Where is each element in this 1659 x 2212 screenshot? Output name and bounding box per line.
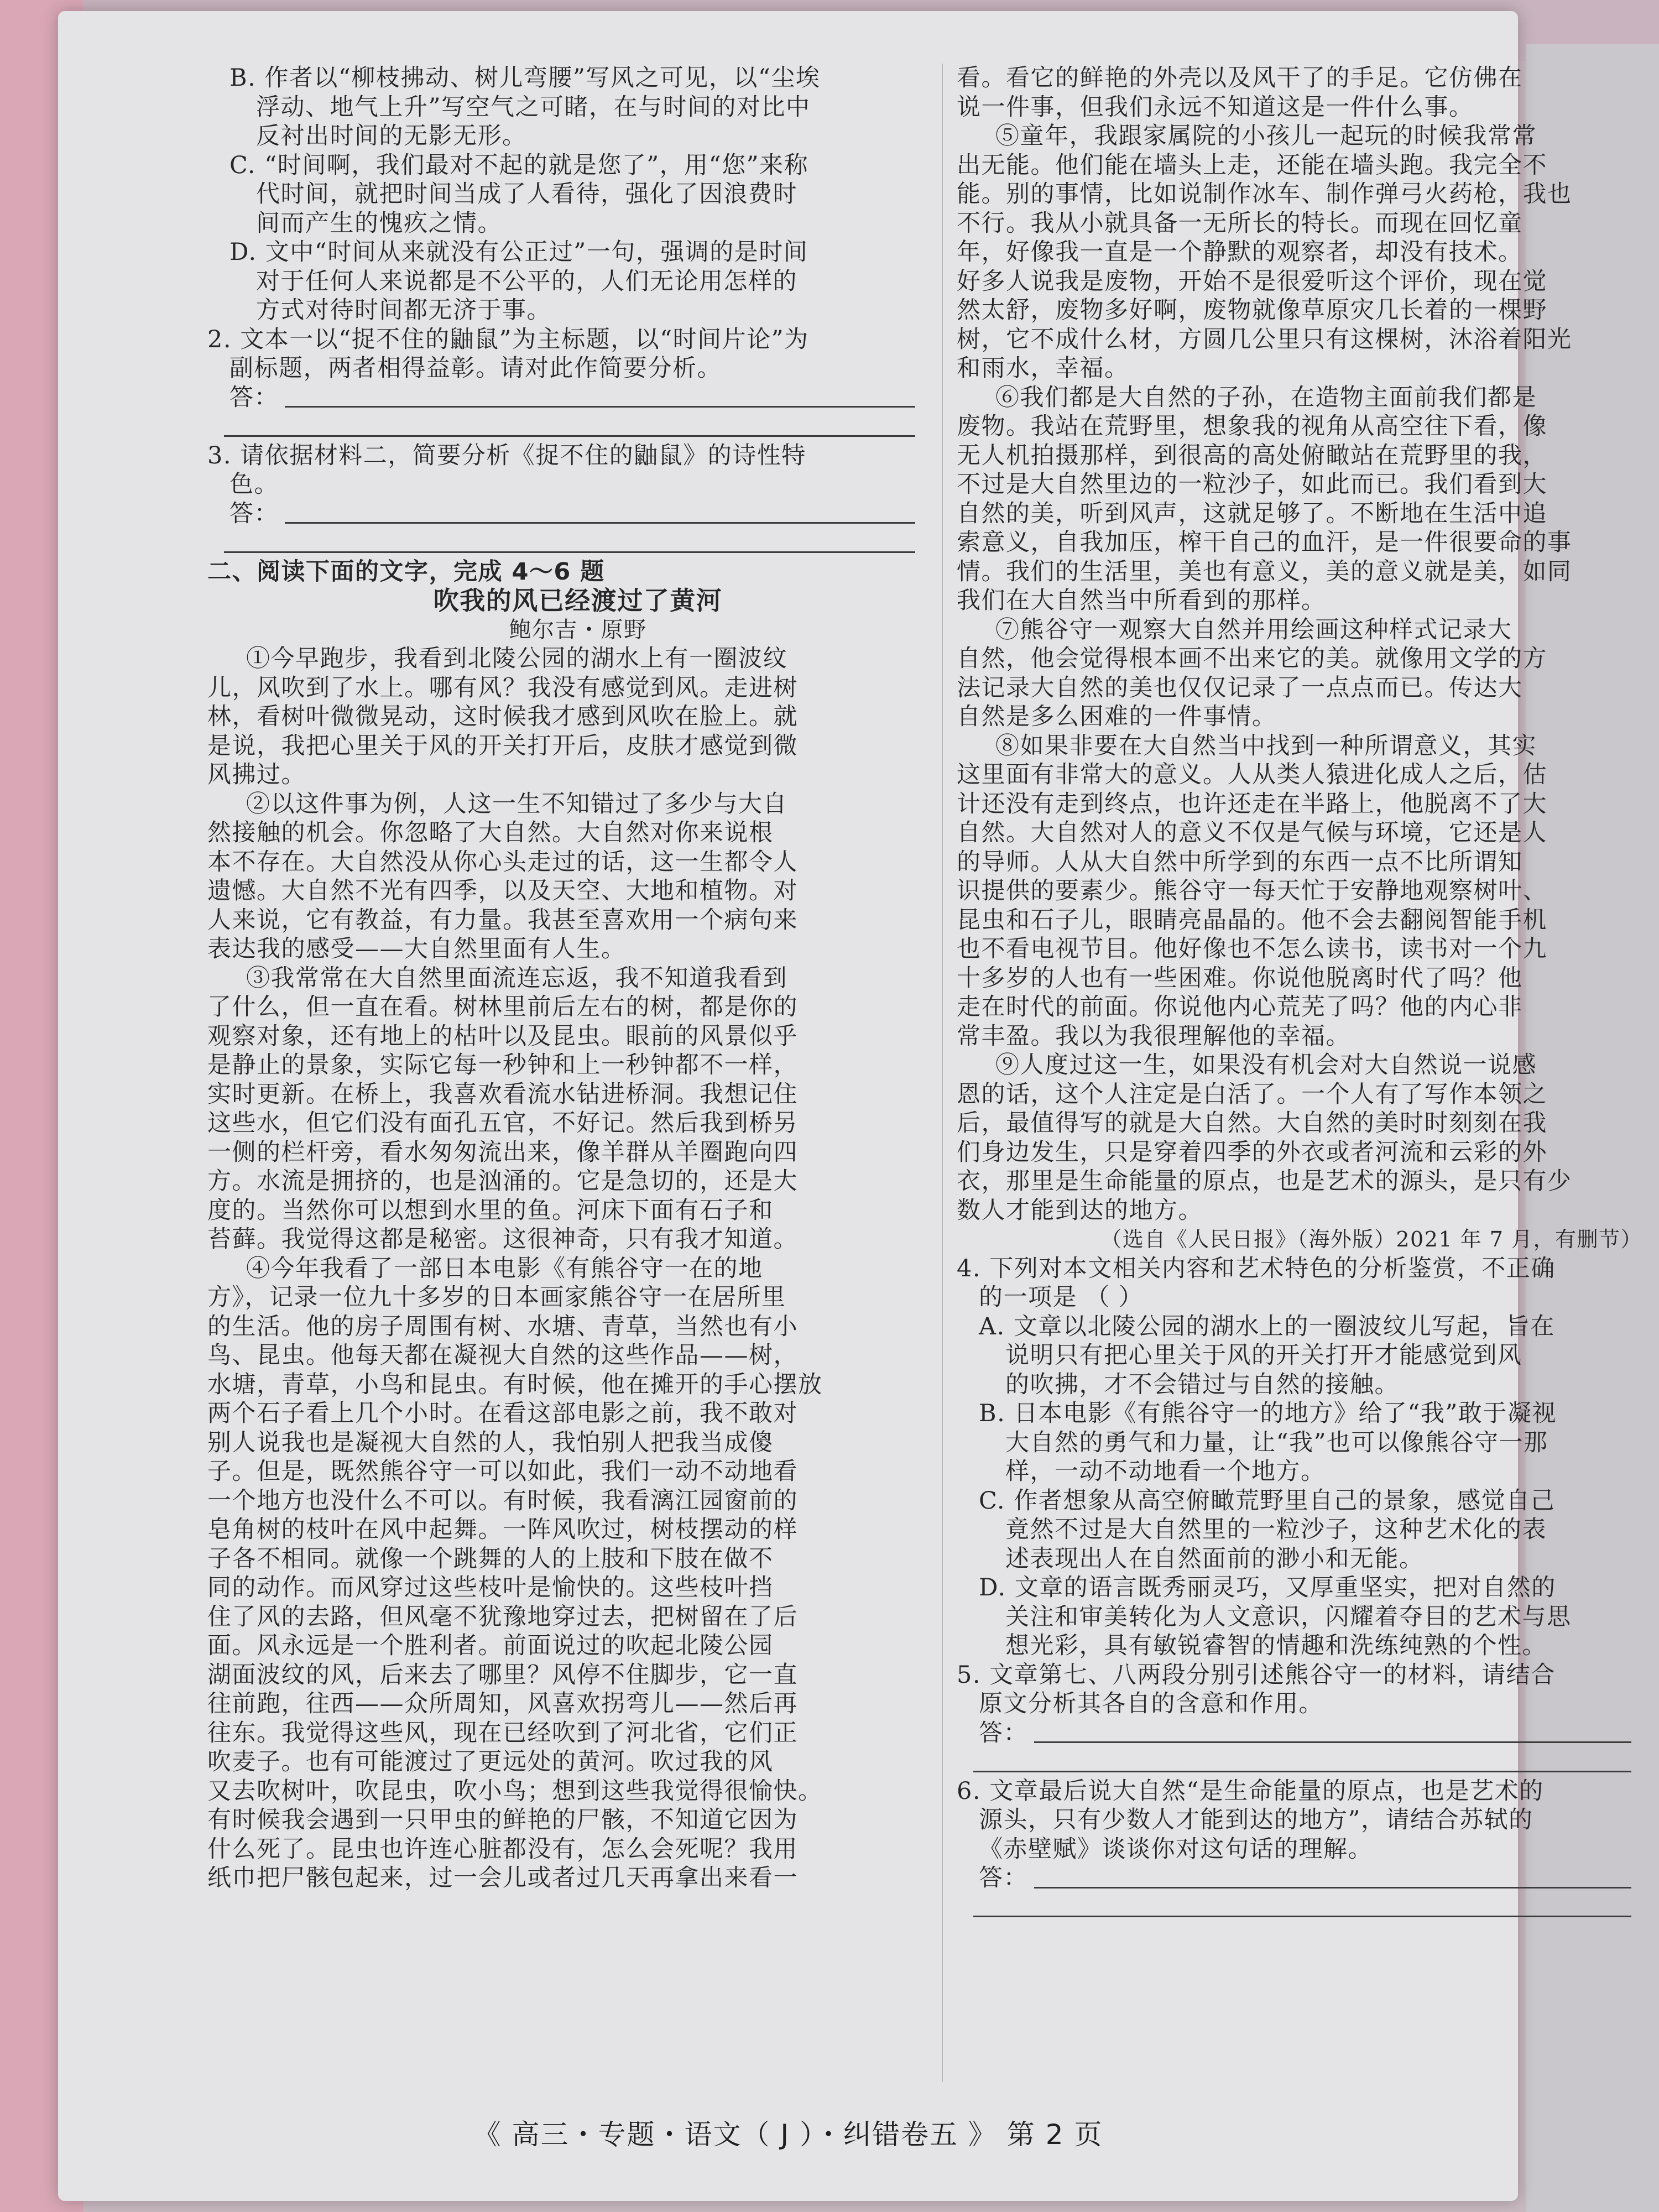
text-line: 常丰盈。我以为我很理解他的幸福。 [957, 1022, 1350, 1050]
text-line: 看。看它的鲜艳的外壳以及风干了的手足。它仿佛在 [957, 64, 1523, 92]
text-line: 昆虫和石子儿，眼睛亮晶晶的。他不会去翻阅智能手机 [957, 906, 1547, 934]
text-line: 自然的美，听到风声，这就足够了。不断地在生活中追 [957, 499, 1547, 528]
text-line: A. 文章以北陵公园的湖水上的一圈波纹儿写起，旨在 [979, 1312, 1555, 1340]
text-line: 自然。大自然对人的意义不仅是气候与环境，它还是人 [957, 819, 1547, 847]
text-line: B. 作者以“柳枝拂动、树儿弯腰”写风之可见，以“尘埃 [229, 64, 821, 92]
text-line: 水塘，青草，小鸟和昆虫。有时候，他在摊开的手心摆放 [207, 1370, 823, 1399]
text-line: 吹我的风已经渡过了黄河 [433, 586, 723, 615]
text-line: 副标题，两者相得益彰。请对此作简要分析。 [229, 354, 722, 382]
answer-line[interactable] [1034, 1741, 1631, 1743]
text-line [207, 383, 948, 413]
text-line: 竟然不过是大自然里的一粒沙子，这种艺术化的表 [1005, 1516, 1547, 1543]
text-line: 我们在大自然当中所看到的那样。 [957, 587, 1326, 614]
exam-paper [58, 11, 1642, 2201]
text-line: 能。别的事情，比如说制作冰车、制作弹弓火药枪，我也 [957, 180, 1572, 208]
text-line: 后，最值得写的就是大自然。大自然的美时时刻刻在我 [957, 1109, 1547, 1137]
text-line: 对于任何人来说都是不公平的，人们无论用怎样的 [256, 267, 797, 295]
text-line: 鸟、昆虫。他每天都在凝视大自然的这些作品——树， [207, 1342, 798, 1369]
text-line: 风拂过。 [207, 761, 306, 789]
text-line: 衣，那里是生命能量的原点，也是艺术的源头，是只有少 [957, 1167, 1572, 1195]
text-line: 关注和审美转化为人文意识，闪耀着夺目的艺术与思 [1005, 1603, 1572, 1631]
text-line: 住了风的去路，但风毫不犹豫地穿过去，把树留在了后 [207, 1603, 798, 1631]
text-line: 代时间，就把时间当成了人看待，强化了因浪费时 [256, 180, 797, 208]
answer-label: 答： [229, 383, 279, 411]
right-column [957, 64, 1642, 1922]
text-line: 本不存在。大自然没从你心头走过的话，这一生都令人 [207, 848, 798, 876]
text-line: 苔藓。我觉得这都是秘密。这很神奇，只有我才知道。 [207, 1225, 798, 1253]
text-line: 色。 [229, 471, 279, 498]
text-line: 大自然的勇气和力量，让“我”也可以像熊谷守一那 [1005, 1428, 1548, 1457]
text-line: 说一件事，但我们永远不知道这是一件什么事。 [957, 93, 1474, 121]
text-line: 度的。当然你可以想到水里的鱼。河床下面有石子和 [207, 1196, 774, 1224]
text-line: 的生活。他的房子周围有树、水塘、青草，当然也有小 [207, 1312, 798, 1340]
text-line: 好多人说我是废物，开始不是很爱听这个评价，现在觉 [957, 267, 1547, 295]
text-line: 吹麦子。也有可能渡过了更远处的黄河。吹过我的风 [207, 1748, 774, 1776]
text-line: 和雨水，幸福。 [957, 354, 1129, 382]
answer-label: 答： [229, 499, 279, 528]
answer-line[interactable] [224, 551, 915, 553]
text-line: 的吹拂，才不会错过与自然的接触。 [1005, 1370, 1399, 1399]
text-line: 树，它不成什么材，方圆几公里只有这棵树，沐浴着阳光 [957, 325, 1572, 353]
text-line: ②以这件事为例，人这一生不知错过了多少与大自 [246, 790, 787, 818]
text-line: 们身边发生，只是穿着四季的外衣或者河流和云彩的外 [957, 1138, 1547, 1166]
text-line: 说明只有把心里关于风的开关打开才能感觉到风 [1005, 1342, 1522, 1369]
left-column [207, 64, 948, 1893]
text-line: 二、阅读下面的文字，完成 4～6 题 [207, 557, 605, 586]
text-line: 自然是多么困难的一件事情。 [957, 703, 1277, 731]
text-line: 实时更新。在桥上，我喜欢看流水钻进桥洞。我想记住 [207, 1080, 798, 1108]
text-line [207, 528, 948, 557]
text-line: 6. 文章最后说大自然“是生命能量的原点，也是艺术的 [957, 1777, 1544, 1805]
text-line: 废物。我站在荒野里，想象我的视角从高空往下看，像 [957, 413, 1547, 440]
text-line: 一侧的栏杆旁，看水匆匆流出来，像羊群从羊圈跑向四 [207, 1138, 798, 1166]
text-line: 索意义，自我加压，榨干自己的血汗，是一件很要命的事 [957, 529, 1572, 556]
text-line: 往东。我觉得这些风，现在已经吹到了河北省，它们正 [207, 1719, 798, 1747]
text-line: 往前跑，往西——众所周知，风喜欢拐弯儿——然后再 [207, 1690, 798, 1718]
text-line: 走在时代的前面。你说他内心荒芜了吗？他的内心非 [957, 993, 1523, 1021]
answer-line[interactable] [285, 522, 915, 524]
text-line: 方。水流是拥挤的，也是汹涌的。它是急切的，还是大 [207, 1167, 798, 1195]
text-line: 源头，只有少数人才能到达的地方”，请结合苏轼的 [979, 1806, 1533, 1834]
text-line: 这里面有非常大的意义。人从类人猿进化成人之后，估 [957, 761, 1547, 789]
text-line: B. 日本电影《有熊谷守一的地方》给了“我”敢于凝视 [979, 1400, 1557, 1427]
text-line: ③我常常在大自然里面流连忘返，我不知道我看到 [246, 964, 787, 992]
text-line: 原文分析其各自的含意和作用。 [979, 1690, 1323, 1718]
text-line: 反衬出时间的无影无形。 [256, 122, 527, 150]
text-line: 3. 请依据材料二，简要分析《捉不住的鼬鼠》的诗性特 [207, 441, 806, 469]
text-line: ⑨人度过这一生，如果没有机会对大自然说一说感 [995, 1051, 1537, 1079]
text-line: 是说，我把心里关于风的开关打开后，皮肤才感觉到微 [207, 732, 798, 760]
answer-line[interactable] [1034, 1887, 1631, 1888]
text-line: 述表现出人在自然面前的渺小和无能。 [1005, 1545, 1424, 1573]
text-line: 然接触的机会。你忽略了大自然。大自然对你来说根 [207, 819, 774, 847]
answer-line[interactable] [973, 1916, 1631, 1917]
text-line [957, 1864, 1642, 1893]
text-line: 然太舒，废物多好啊，废物就像草原灾几长着的一棵野 [957, 296, 1547, 324]
text-line: 又去吹树叶，吹昆虫，吹小鸟；想到这些我觉得很愉快。 [207, 1777, 823, 1805]
text-line: 别人说我也是凝视大自然的人，我怕别人把我当成傻 [207, 1428, 774, 1457]
text-line: 表达我的感受——大自然里面有人生。 [207, 935, 626, 963]
text-line: 出无能。他们能在墙头上走，还能在墙头跑。我完全不 [957, 151, 1547, 179]
text-line [957, 1719, 1642, 1748]
text-line: 湖面波纹的风，后来去了哪里？风停不住脚步，它一直 [207, 1661, 798, 1689]
text-line: 的一项是 （ ） [979, 1284, 1144, 1311]
text-line: 法记录大自然的美也仅仅记录了一点点而已。传达大 [957, 674, 1523, 702]
text-line: 计还没有走到终点，也许还走在半路上，他脱离不了大 [957, 790, 1547, 818]
text-line: 观察对象，还有地上的枯叶以及昆虫。眼前的风景似乎 [207, 1022, 798, 1050]
text-line: 十多岁的人也有一些困难。你说他脱离时代了吗？他 [957, 964, 1523, 992]
text-line: 儿，风吹到了水上。哪有风？我没有感觉到风。走进树 [207, 674, 798, 702]
text-line [957, 1893, 1642, 1922]
text-line: ⑧如果非要在大自然当中找到一种所谓意义，其实 [995, 732, 1537, 760]
text-line: 自然，他会觉得根本画不出来它的美。就像用文学的方 [957, 645, 1547, 672]
text-line: 面。风永远是一个胜利者。前面说过的吹起北陵公园 [207, 1632, 774, 1660]
text-line: 间而产生的愧疚之情。 [256, 209, 502, 237]
text-line: 无人机拍摄那样，到很高的高处俯瞰站在荒野里的我， [957, 441, 1547, 469]
text-line: 皂角树的枝叶在风中起舞。一阵风吹过，树枝摆动的样 [207, 1516, 798, 1543]
page-footer: 《 高三・专题・语文（ J ）・纠错卷五 》 第 2 页 [473, 2119, 1103, 2151]
text-line: 方》，记录一位九十多岁的日本画家熊谷守一在居所里 [207, 1284, 786, 1311]
text-line: 年，好像我一直是一个静默的观察者，却没有技术。 [957, 238, 1523, 266]
text-line: 子。但是，既然熊谷守一可以如此，我们一动不动地看 [207, 1458, 798, 1485]
text-line: （选自《人民日报》（海外版）2021 年 7 月，有删节） [1100, 1227, 1642, 1251]
text-line: 什么死了。昆虫也许连心脏都没有，怎么会死呢？我用 [207, 1835, 798, 1863]
text-line: 样，一动不动地看一个地方。 [1005, 1458, 1326, 1485]
text-line: 鲍尔吉・原野 [509, 617, 647, 643]
text-line: 也不看电视节目。他好像也不怎么读书，读书对一个九 [957, 935, 1547, 963]
text-line: 不过是大自然里边的一粒沙子，如此而已。我们看到大 [957, 471, 1547, 498]
answer-line[interactable] [224, 435, 915, 437]
text-line: ④今年我看了一部日本电影《有熊谷守一在的地 [246, 1254, 763, 1282]
text-line: D. 文中“时间从来就没有公正过”一句，强调的是时间 [229, 238, 808, 266]
text-line: 两个石子看上几个小时。在看这部电影之前，我不敢对 [207, 1400, 798, 1427]
text-line: D. 文章的语言既秀丽灵巧，又厚重坚实，把对自然的 [979, 1574, 1556, 1601]
text-line: C. “时间啊，我们最对不起的就是您了”，用“您”来称 [229, 151, 809, 179]
text-line: ①今早跑步，我看到北陵公园的湖水上有一圈波纹 [246, 645, 787, 672]
text-line: C. 作者想象从高空俯瞰荒野里自己的景象，感觉自己 [979, 1486, 1556, 1515]
text-line: 有时候我会遇到一只甲虫的鲜艳的尸骸，不知道它因为 [207, 1806, 798, 1834]
text-line: ⑤童年，我跟家属院的小孩儿一起玩的时候我常常 [995, 122, 1537, 150]
text-line: ⑥我们都是大自然的子孙，在造物主面前我们都是 [995, 383, 1537, 411]
text-line [207, 412, 948, 441]
text-line: 子各不相同。就像一个跳舞的人的上肢和下肢在做不 [207, 1545, 774, 1573]
text-line: 2. 文本一以“捉不住的鼬鼠”为主标题，以“时间片论”为 [207, 325, 809, 353]
text-line: 方式对待时间都无济于事。 [256, 296, 551, 324]
text-line: 了什么，但一直在看。树林里前后左右的树，都是你的 [207, 993, 798, 1021]
text-line: 恩的话，这个人注定是白活了。一个人有了写作本领之 [957, 1080, 1547, 1108]
text-line: 林，看树叶微微晃动，这时候我才感到风吹在脸上。就 [207, 703, 798, 731]
text-line: 遗憾。大自然不光有四季，以及天空、大地和植物。对 [207, 877, 798, 905]
text-line: 数人才能到达的地方。 [957, 1196, 1203, 1224]
text-line: 人来说，它有教益，有力量。我甚至喜欢用一个病句来 [207, 906, 798, 934]
answer-label: 答： [979, 1719, 1028, 1747]
answer-line[interactable] [285, 406, 915, 408]
text-line: 5. 文章第七、八两段分别引述熊谷守一的材料，请结合 [957, 1661, 1556, 1689]
text-line [957, 1747, 1642, 1777]
text-line: 的导师。人从大自然中所学到的东西一点不比所谓知 [957, 848, 1523, 876]
text-line: 《赤壁赋》谈谈你对这句话的理解。 [979, 1835, 1373, 1863]
answer-label: 答： [979, 1864, 1028, 1892]
answer-line[interactable] [973, 1771, 1631, 1772]
text-line: 同的动作。而风穿过这些枝叶是愉快的。这些枝叶挡 [207, 1574, 774, 1601]
text-line: 一个地方也没什么不可以。有时候，我看漓江园窗前的 [207, 1486, 798, 1515]
text-line [207, 499, 948, 529]
text-line: 想光彩，具有敏锐睿智的情趣和洗练纯熟的个性。 [1005, 1632, 1547, 1660]
text-line: ⑦熊谷守一观察大自然并用绘画这种样式记录大 [995, 615, 1512, 644]
text-line: 浮动、地气上升”写空气之可睹，在与时间的对比中 [256, 93, 811, 121]
text-line: 纸巾把尸骸包起来，过一会儿或者过几天再拿出来看一 [207, 1864, 798, 1892]
text-line: 情。我们的生活里，美也有意义，美的意义就是美，如同 [957, 557, 1572, 586]
text-line: 识提供的要素少。熊谷守一每天忙于安静地观察树叶、 [957, 877, 1547, 905]
text-line: 这些水，但它们没有面孔五官，不好记。然后我到桥另 [207, 1109, 798, 1137]
text-line: 不行。我从小就具备一无所长的特长。而现在回忆童 [957, 209, 1523, 237]
text-line: 4. 下列对本文相关内容和艺术特色的分析鉴赏，不正确 [957, 1254, 1556, 1282]
text-line: 是静止的景象，实际它每一秒钟和上一秒钟都不一样， [207, 1051, 798, 1079]
